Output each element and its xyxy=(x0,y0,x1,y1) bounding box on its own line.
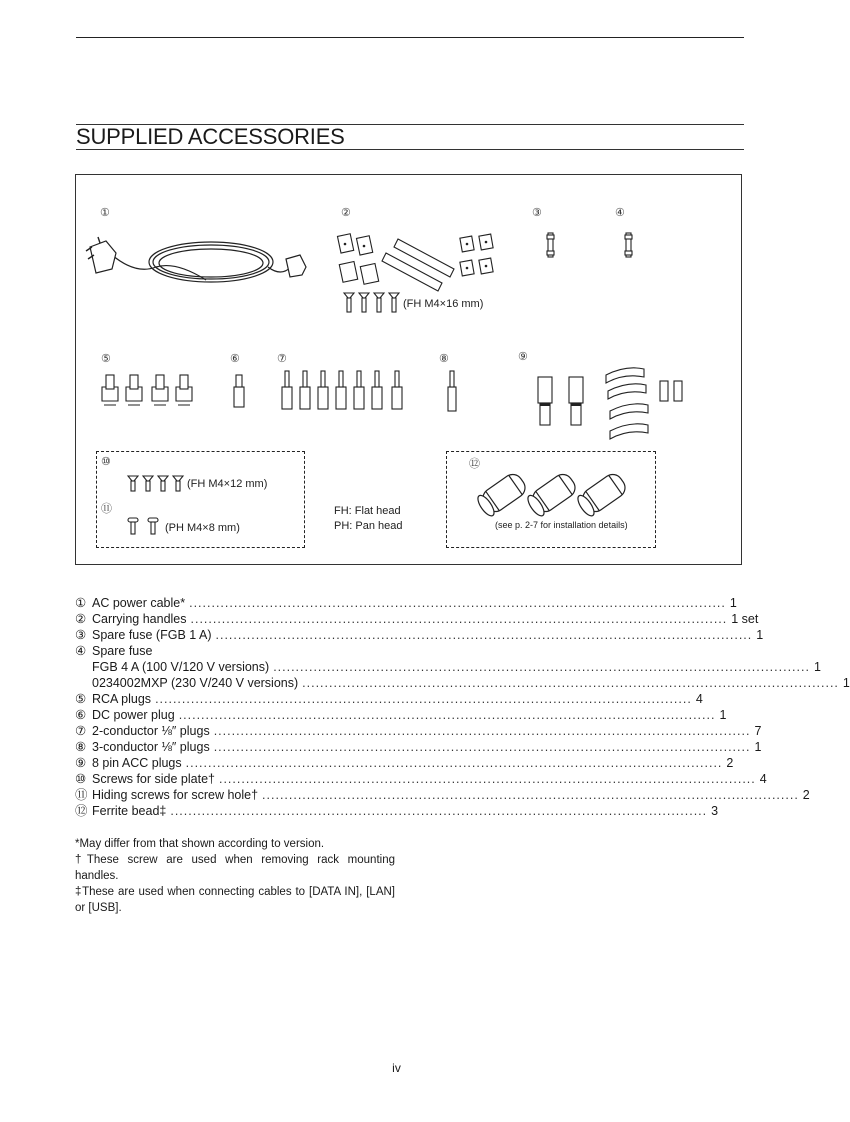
list-item-label: 0234002MXP (230 V/240 V versions) xyxy=(92,676,299,690)
list-item-label: Screws for side plate† xyxy=(92,772,215,786)
list-item xyxy=(75,675,850,691)
list-item-quantity: 3 xyxy=(711,804,719,818)
accessory-list xyxy=(75,595,850,819)
list-item-number: ⑤ xyxy=(75,692,87,706)
ferrite-beads-drawing xyxy=(76,175,676,555)
list-item-quantity: 1 xyxy=(729,596,737,610)
item-num-8: ⑧ xyxy=(439,353,449,365)
screw-spec-10: (FH M4×12 mm) xyxy=(187,478,268,490)
leader-dots: ........................................................................................................................ xyxy=(170,804,708,818)
list-item xyxy=(75,643,395,659)
list-item xyxy=(75,787,810,803)
item-num-1: ① xyxy=(100,207,110,219)
list-item-number: ⑥ xyxy=(75,708,87,722)
legend-flat-head: FH: Flat head xyxy=(334,505,401,517)
list-item-number: ⑦ xyxy=(75,724,87,738)
list-item-quantity: 2 xyxy=(726,756,734,770)
list-item xyxy=(75,627,764,643)
list-item xyxy=(75,595,737,611)
leader-dots: ........................................................................................................................ xyxy=(190,612,728,626)
list-item-label: 8 pin ACC plugs xyxy=(92,756,182,770)
list-item-quantity: 1 xyxy=(756,628,764,642)
leader-dots: ........................................................................................................................ xyxy=(189,596,726,610)
screw-spec-11: (PH M4×8 mm) xyxy=(165,522,240,534)
list-item-label: Spare fuse xyxy=(92,644,153,658)
list-item xyxy=(75,771,767,787)
list-item-label: Hiding screws for screw hole† xyxy=(92,788,259,802)
accessories-figure xyxy=(75,174,742,565)
item-num-6: ⑥ xyxy=(230,353,240,365)
list-item-label: Ferrite bead‡ xyxy=(92,804,167,818)
list-item-label: Carrying handles xyxy=(92,612,187,626)
list-item-label: 3-conductor ⅛″ plugs xyxy=(92,740,210,754)
list-item-quantity: 1 xyxy=(754,740,762,754)
leader-dots: ........................................................................................................................ xyxy=(273,660,810,674)
list-item xyxy=(75,691,703,707)
leader-dots: ........................................................................................................................ xyxy=(155,692,692,706)
list-item-label: DC power plug xyxy=(92,708,175,722)
item-num-7: ⑦ xyxy=(277,353,287,365)
item-num-10: ⑩ xyxy=(101,456,111,468)
list-item-quantity: 4 xyxy=(695,692,703,706)
leader-dots: ........................................................................................................................ xyxy=(218,772,756,786)
list-item xyxy=(75,755,734,771)
leader-dots: ........................................................................................................................ xyxy=(215,628,753,642)
list-item-quantity: 4 xyxy=(759,772,767,786)
list-item-quantity: 7 xyxy=(754,724,762,738)
item-num-5: ⑤ xyxy=(101,353,111,365)
top-rule xyxy=(76,37,744,38)
list-item-quantity: 1 xyxy=(719,708,727,722)
item-num-11: ⑪ xyxy=(101,503,112,515)
footnote-ferrite: ‡These are used when connecting cables to [DATA IN], [LAN] or [USB]. xyxy=(75,886,395,914)
list-item-label: Spare fuse (FGB 1 A) xyxy=(92,628,212,642)
screw-spec-2: (FH M4×16 mm) xyxy=(403,298,484,310)
list-item-number: ⑨ xyxy=(75,756,87,770)
list-item-number: ② xyxy=(75,612,87,626)
list-item-number: ① xyxy=(75,596,87,610)
list-item-number: ③ xyxy=(75,628,87,642)
list-item-label: RCA plugs xyxy=(92,692,152,706)
legend-pan-head: PH: Pan head xyxy=(334,520,403,532)
leader-dots: ........................................................................................................................ xyxy=(262,788,799,802)
leader-dots: ........................................................................................................................ xyxy=(302,676,839,690)
leader-dots: ........................................................................................................................ xyxy=(213,724,751,738)
item-num-4: ④ xyxy=(615,207,625,219)
item-num-2: ② xyxy=(341,207,351,219)
leader-dots: ........................................................................................................................ xyxy=(178,708,716,722)
list-item xyxy=(75,739,762,755)
section-title: SUPPLIED ACCESSORIES xyxy=(76,124,744,150)
item-num-3: ③ xyxy=(532,207,542,219)
item-num-9: ⑨ xyxy=(518,351,528,363)
leader-dots: ........................................................................................................................ xyxy=(185,756,723,770)
list-item-label: 2-conductor ⅛″ plugs xyxy=(92,724,210,738)
footnotes xyxy=(75,836,395,916)
list-item-number: ④ xyxy=(75,644,87,658)
list-item xyxy=(75,659,821,675)
list-item-number: ⑧ xyxy=(75,740,87,754)
list-item xyxy=(75,707,727,723)
ferrite-install-note: (see p. 2-7 for installation details) xyxy=(495,520,628,530)
list-item-number: ⑪ xyxy=(75,788,88,802)
list-item-label: FGB 4 A (100 V/120 V versions) xyxy=(92,660,270,674)
list-item-quantity: 1 set xyxy=(731,612,759,626)
list-item xyxy=(75,803,719,819)
list-item-label: AC power cable* xyxy=(92,596,186,610)
footnote-screws: †These screw are used when removing rack mounting handles. xyxy=(75,854,395,882)
footnote-version: *May differ from that shown according to version. xyxy=(75,838,325,850)
list-item-quantity: 2 xyxy=(802,788,810,802)
page-number: iv xyxy=(392,1061,401,1075)
item-num-12: ⑫ xyxy=(469,458,480,470)
list-item xyxy=(75,611,759,627)
list-item-quantity: 1 xyxy=(842,676,850,690)
leader-dots: ........................................................................................................................ xyxy=(213,740,751,754)
list-item-quantity: 1 xyxy=(813,660,821,674)
list-item xyxy=(75,723,762,739)
list-item-number: ⑩ xyxy=(75,772,87,786)
list-item-number: ⑫ xyxy=(75,804,88,818)
